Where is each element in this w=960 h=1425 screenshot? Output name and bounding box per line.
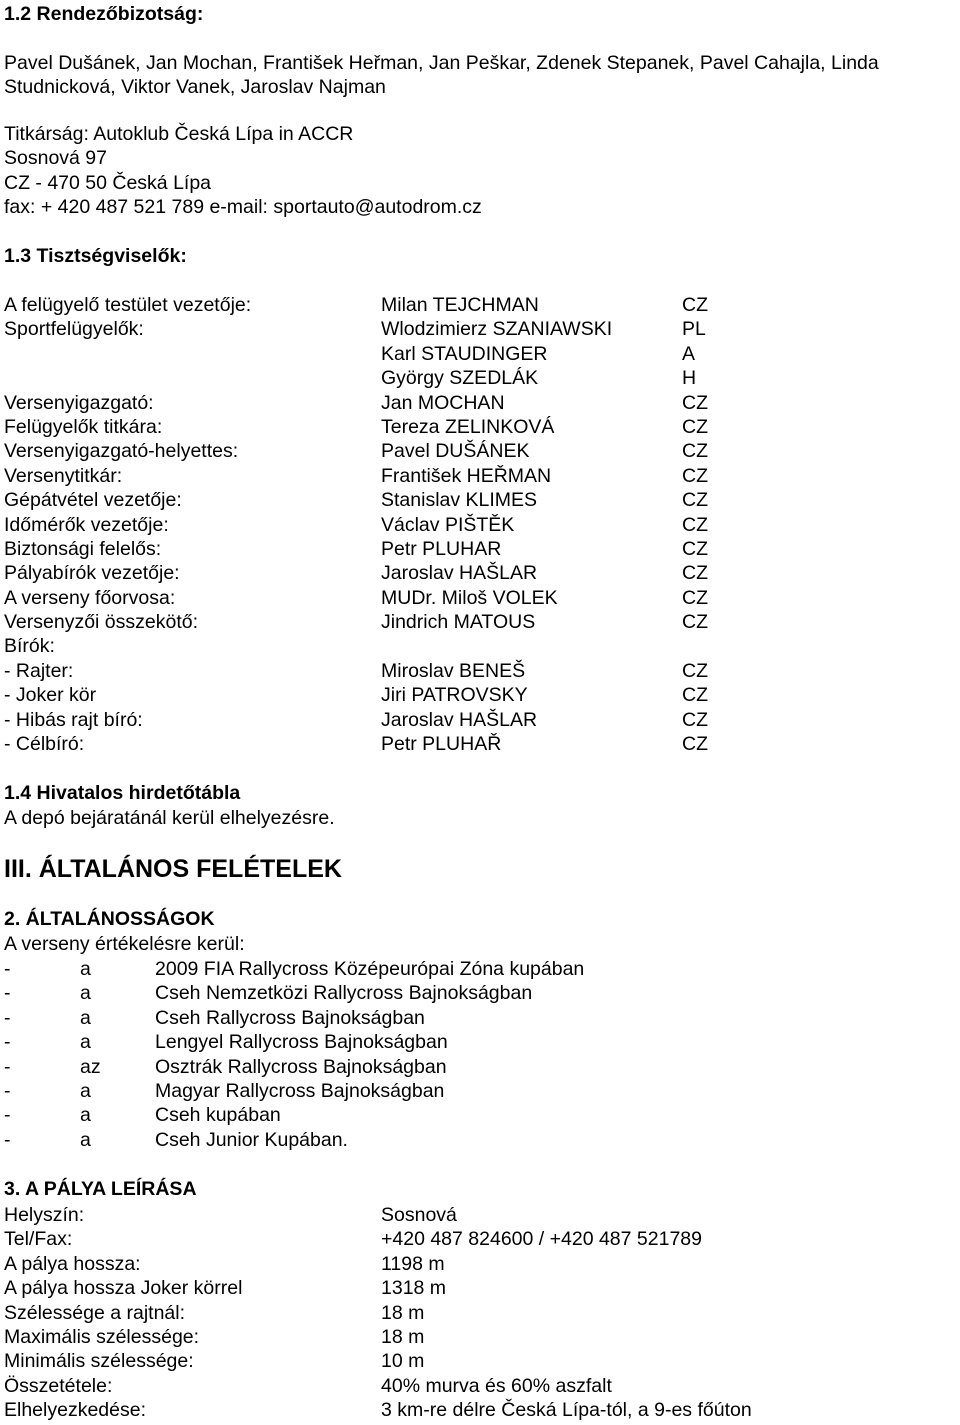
official-row	[4, 537, 956, 561]
official-row	[4, 513, 956, 537]
list-dash: -	[4, 1128, 11, 1151]
track-row	[4, 1301, 956, 1325]
official-name: Jaroslav HAŠLAR	[381, 562, 538, 585]
official-row	[4, 293, 956, 317]
list-article: az	[80, 1055, 101, 1078]
committee-members	[4, 51, 879, 100]
official-name: MUDr. Miloš VOLEK	[381, 586, 558, 609]
track-row	[4, 1276, 956, 1300]
official-row	[4, 488, 956, 512]
official-row	[4, 439, 956, 463]
list-dash: -	[4, 958, 11, 980]
list-item	[4, 981, 956, 1005]
committee-line: Studnicková, Viktor Vanek, Jaroslav Najman	[4, 76, 386, 99]
official-name: Stanislav KLIMES	[381, 489, 538, 512]
official-country: CZ	[682, 440, 708, 463]
official-country: CZ	[682, 464, 708, 487]
committee-line: Pavel Dušánek, Jan Mochan, František Heřman, Jan Peškar, Zdenek Stepanek, Pavel Cahajla, Linda	[4, 52, 879, 74]
official-row	[4, 586, 956, 610]
list-article: a	[80, 1031, 91, 1054]
list-text: Lengyel Rallycross Bajnokságban	[155, 1031, 448, 1054]
track-value: Sosnová	[381, 1204, 457, 1226]
list-text: Cseh kupában	[155, 1104, 281, 1127]
officials-table	[4, 293, 956, 756]
official-country: H	[682, 367, 697, 390]
championships-list	[4, 957, 956, 1152]
official-row	[4, 415, 956, 439]
list-article: a	[80, 1104, 91, 1127]
track-label: Összetétele:	[4, 1374, 113, 1397]
list-text: Osztrák Rallycross Bajnokságban	[155, 1055, 447, 1078]
official-country: CZ	[682, 586, 708, 609]
official-name: Miroslav BENEŠ	[381, 659, 526, 682]
official-name: František HEŘMAN	[381, 464, 552, 487]
track-value: 1318 m	[381, 1277, 447, 1300]
track-label: A pálya hossza:	[4, 1252, 141, 1275]
official-row	[4, 610, 956, 634]
official-role: - Rajter:	[4, 659, 74, 682]
official-name: Petr PLUHAŘ	[381, 733, 502, 756]
official-row	[4, 391, 956, 415]
official-role: Versenyigazgató-helyettes:	[4, 440, 239, 463]
official-name: Petr PLUHAR	[381, 537, 502, 560]
list-text: Magyar Rallycross Bajnokságban	[155, 1079, 445, 1102]
official-country: A	[682, 342, 696, 365]
official-country: CZ	[682, 659, 708, 682]
track-description-table	[4, 1203, 956, 1423]
official-name: Jan MOCHAN	[381, 391, 505, 414]
official-name: Tereza ZELINKOVÁ	[381, 415, 555, 438]
official-row	[4, 366, 956, 390]
list-item	[4, 1079, 956, 1103]
official-name: Václav PIŠTĚK	[381, 513, 515, 536]
official-role: A verseny főorvosa:	[4, 586, 176, 609]
official-country: CZ	[682, 684, 708, 707]
official-country: CZ	[682, 391, 708, 414]
official-name: Jaroslav HAŠLAR	[381, 708, 538, 731]
list-item	[4, 1030, 956, 1054]
section-3-heading: 3. A PÁLYA LEÍRÁSA	[4, 1178, 197, 1200]
official-row	[4, 317, 956, 341]
official-row	[4, 634, 956, 658]
track-label: Maximális szélessége:	[4, 1325, 200, 1348]
section-2-intro: A verseny értékelésre kerül:	[4, 933, 245, 955]
official-name: Pavel DUŠÁNEK	[381, 440, 530, 463]
official-row	[4, 561, 956, 585]
official-country: CZ	[682, 733, 708, 756]
list-text: Cseh Junior Kupában.	[155, 1128, 348, 1151]
official-row	[4, 708, 956, 732]
track-row	[4, 1374, 956, 1398]
list-article: a	[80, 1079, 91, 1102]
official-row	[4, 683, 956, 707]
official-role: - Hibás rajt bíró:	[4, 708, 143, 731]
official-role: Időmérők vezetője:	[4, 513, 169, 536]
list-article: a	[80, 982, 91, 1005]
list-dash: -	[4, 1104, 11, 1127]
list-item	[4, 957, 956, 981]
section-1-2-heading: 1.2 Rendezőbizotság:	[4, 3, 204, 25]
list-text: Cseh Nemzetközi Rallycross Bajnokságban	[155, 982, 533, 1005]
list-item	[4, 1006, 956, 1030]
official-role: Versenyigazgató:	[4, 391, 154, 414]
list-item	[4, 1103, 956, 1127]
track-value: 18 m	[381, 1325, 425, 1348]
official-row	[4, 342, 956, 366]
official-role: A felügyelő testület vezetője:	[4, 294, 252, 316]
track-row	[4, 1227, 956, 1251]
official-name: Jiri PATROVSKY	[381, 684, 528, 707]
track-label: Tel/Fax:	[4, 1228, 73, 1251]
notice-board-text: A depó bejáratánál kerül elhelyezésre.	[4, 807, 335, 829]
list-item	[4, 1055, 956, 1079]
official-country: CZ	[682, 611, 708, 634]
track-value: +420 487 824600 / +420 487 521789	[381, 1228, 702, 1251]
secretariat-line: Titkárság: Autoklub Česká Lípa in ACCR	[4, 123, 354, 145]
official-name: Jindrich MATOUS	[381, 611, 536, 634]
official-country: PL	[682, 318, 706, 341]
secretariat-line: Sosnová 97	[4, 147, 107, 170]
track-label: Szélessége a rajtnál:	[4, 1301, 186, 1324]
list-dash: -	[4, 982, 11, 1005]
list-article: a	[80, 958, 91, 980]
official-role: Versenyzői összekötő:	[4, 611, 199, 634]
official-role: - Célbíró:	[4, 733, 85, 756]
list-article: a	[80, 1128, 91, 1151]
track-value: 3 km-re délre Česká Lípa-tól, a 9-es főúton	[381, 1399, 752, 1422]
official-role: Biztonsági felelős:	[4, 537, 162, 560]
section-2-heading: 2. ÁLTALÁNOSSÁGOK	[4, 908, 215, 930]
official-role: Pályabírók vezetője:	[4, 562, 180, 585]
list-text: 2009 FIA Rallycross Középeurópai Zóna kupában	[155, 958, 585, 980]
list-dash: -	[4, 1079, 11, 1102]
list-dash: -	[4, 1006, 11, 1029]
official-name: Wlodzimierz SZANIAWSKI	[381, 318, 613, 341]
list-dash: -	[4, 1055, 11, 1078]
official-row	[4, 464, 956, 488]
track-row	[4, 1325, 956, 1349]
track-value: 1198 m	[381, 1252, 445, 1275]
official-country: CZ	[682, 415, 708, 438]
official-country: CZ	[682, 562, 708, 585]
list-item	[4, 1128, 956, 1152]
official-name: Milan TEJCHMAN	[381, 294, 539, 316]
track-label: Minimális szélessége:	[4, 1350, 194, 1373]
official-country: CZ	[682, 513, 708, 536]
official-role: Sportfelügyelők:	[4, 318, 144, 341]
official-row	[4, 659, 956, 683]
secretariat-line: fax: + 420 487 521 789 e-mail: sportauto@autodrom.cz	[4, 196, 482, 219]
track-label: Elhelyezkedése:	[4, 1399, 147, 1422]
track-row	[4, 1252, 956, 1276]
official-role: Versenytitkár:	[4, 464, 123, 487]
list-dash: -	[4, 1031, 11, 1054]
official-country: CZ	[682, 537, 708, 560]
official-country: CZ	[682, 708, 708, 731]
track-label: Helyszín:	[4, 1204, 85, 1226]
official-name: Karl STAUDINGER	[381, 342, 548, 365]
track-value: 10 m	[381, 1350, 425, 1373]
official-country: CZ	[682, 489, 708, 512]
list-article: a	[80, 1006, 91, 1029]
official-row	[4, 732, 956, 756]
official-role: Bírók:	[4, 635, 55, 658]
section-1-3-heading: 1.3 Tisztségviselők:	[4, 245, 187, 267]
official-role: - Joker kör	[4, 684, 97, 707]
official-role: Gépátvétel vezetője:	[4, 489, 182, 512]
track-label: A pálya hossza Joker körrel	[4, 1277, 243, 1300]
section-1-4-heading: 1.4 Hivatalos hirdetőtábla	[4, 782, 241, 804]
official-role: Felügyelők titkára:	[4, 415, 163, 438]
track-row	[4, 1203, 956, 1227]
track-row	[4, 1398, 956, 1422]
official-name: György SZEDLÁK	[381, 367, 539, 390]
list-text: Cseh Rallycross Bajnokságban	[155, 1006, 425, 1029]
secretariat-line: CZ - 470 50 Česká Lípa	[4, 171, 212, 194]
track-value: 18 m	[381, 1301, 425, 1324]
part-3-heading: III. ÁLTALÁNOS FELÉTELEK	[4, 855, 342, 883]
track-row	[4, 1349, 956, 1373]
track-value: 40% murva és 60% aszfalt	[381, 1374, 612, 1397]
official-country: CZ	[682, 294, 708, 316]
secretariat-address	[4, 122, 482, 220]
